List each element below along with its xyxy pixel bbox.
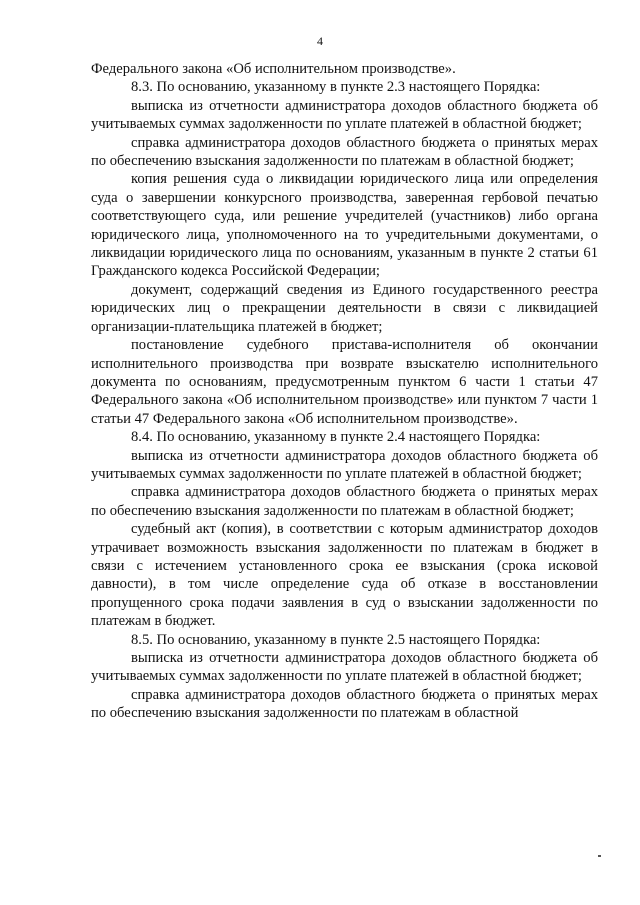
- section-heading-8-4: 8.4. По основанию, указанному в пункте 2.4 настоящего Порядка:: [131, 429, 541, 446]
- paragraph: документ, содержащий сведения из Единого государственного реестра юридических лиц о прекращении деятельности в связи с ликвидацией организации-плательщика платежей в бюджет;: [91, 281, 598, 335]
- paragraph: копия решения суда о ликвидации юридического лица или определения суда о завершении конкурсного производства, заверенная гербовой печатью соответствующего суда, или решение учредителей (участников) либо органа юридического лица, уполномоченного на то учредительными документами, о ликвидации юридического лица по основаниям, указанным в пункте 2 статьи 61 Гражданского кодекса Российской Федерации;: [91, 171, 598, 280]
- paragraph: справка администратора доходов областного бюджета о принятых мерах по обеспечению взыскания задолженности по платежам в областной: [91, 686, 598, 722]
- scan-speck: [598, 855, 601, 857]
- paragraph: справка администратора доходов областного бюджета о принятых мерах по обеспечению взыскания задолженности по платежам в областной бюджет;: [91, 484, 598, 519]
- paragraph: выписка из отчетности администратора доходов областного бюджета об учитываемых суммах задолженности по уплате платежей в областной бюджет;: [91, 447, 598, 482]
- section-heading-8-5: 8.5. По основанию, указанному в пункте 2.5 настоящего Порядка:: [131, 631, 541, 648]
- page-number: 4: [317, 34, 323, 48]
- document-body: [91, 60, 598, 723]
- paragraph: Федерального закона «Об исполнительном производстве».: [91, 61, 456, 77]
- paragraph: постановление судебного пристава-исполнителя об окончании исполнительного производства при возврате взыскателю исполнительного документа по основаниям, предусмотренным пунктом 6 части 1 статьи 47 Федерального закона «Об исполнительном производстве» или пунктом 7 части 1 статьи 47 Федерального закона «Об исполнительном производстве».: [91, 337, 598, 427]
- paragraph: справка администратора доходов областного бюджета о принятых мерах по обеспечению взыскания задолженности по платежам в областной бюджет;: [91, 134, 598, 170]
- paragraph: выписка из отчетности администратора доходов областного бюджета об учитываемых суммах задолженности по уплате платежей в областной бюджет;: [91, 97, 598, 133]
- paragraph: судебный акт (копия), в соответствии с которым администратор доходов утрачивает возможность взыскания задолженности по платежам в бюджет в связи с истечением установленного срока ее взыскания (срока исковой давности), в том числе определение суда об отказе в восстановлении пропущенного срока подачи заявления в суд о взыскании задолженности по платежам в бюджет.: [91, 521, 598, 630]
- section-heading-8-3: 8.3. По основанию, указанному в пункте 2.3 настоящего Порядка:: [131, 79, 541, 96]
- paragraph: выписка из отчетности администратора доходов областного бюджета об учитываемых суммах задолженности по уплате платежей в областной бюджет;: [91, 650, 598, 685]
